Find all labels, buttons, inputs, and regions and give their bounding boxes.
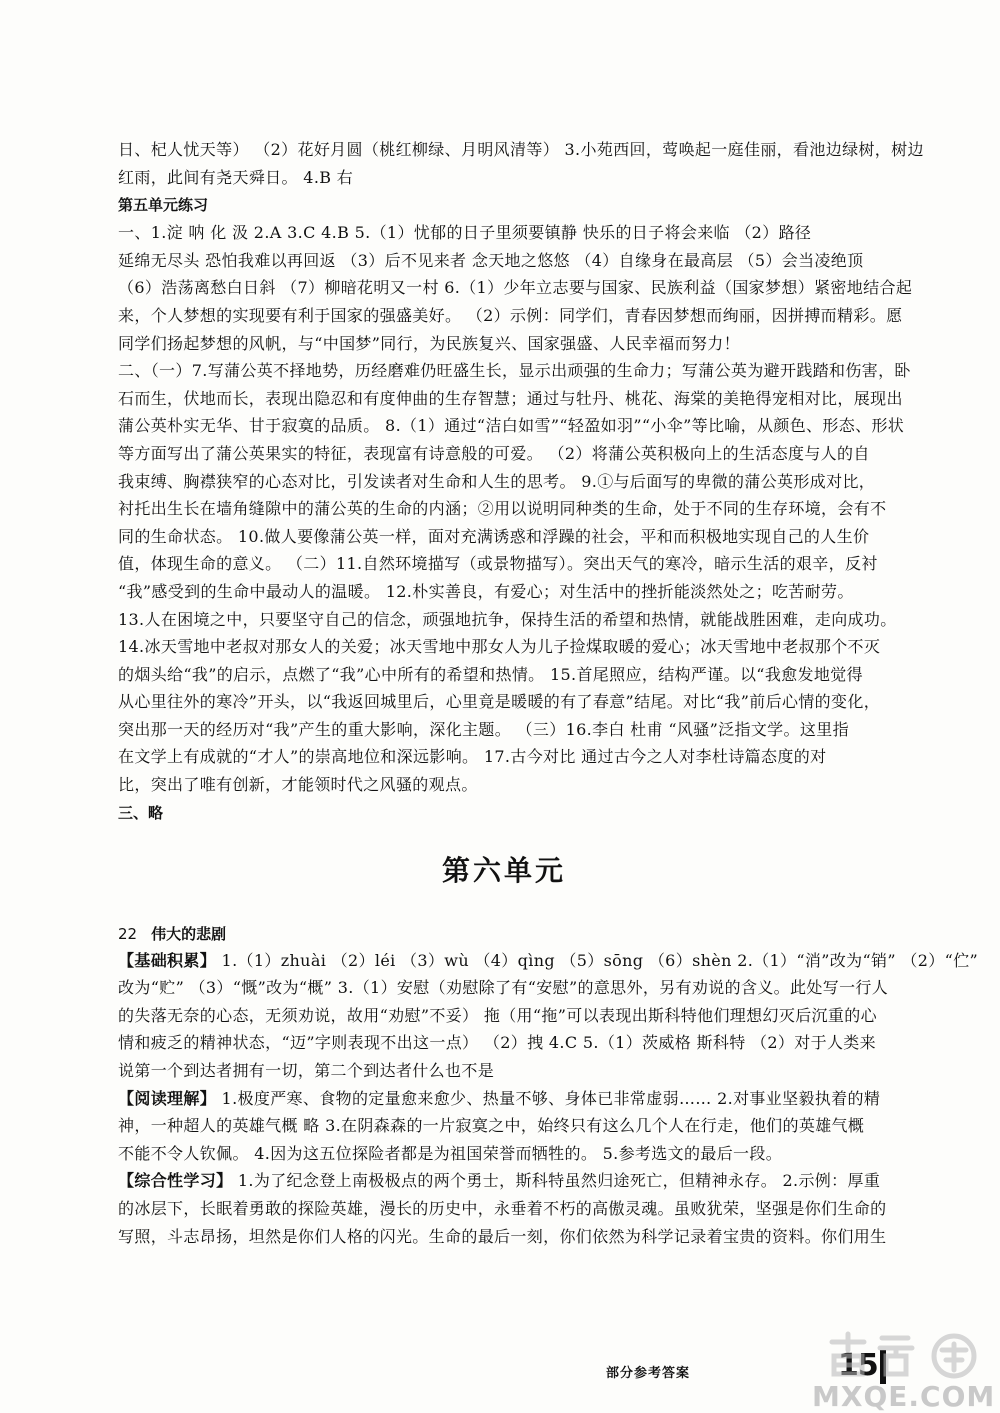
section-basics — [118, 947, 978, 1085]
text-line: 的烟头给“我”的启示，点燃了“我”心中所有的希望和热情。 15.首尾照应，结构严谨。以“我愈发地觉得 — [118, 664, 863, 684]
text-line — [118, 1167, 890, 1195]
text-line: 延绵无尽头 恐怕我难以再回返 （3）后不见来者 念天地之悠悠 （4）自缘身在最高层 （5）会当凌绝顶 — [118, 250, 864, 270]
section-text: 1.（1）zhuài （2）léi （3）wù （4）qìng （5）sōng （6）shèn 2.（1）“消”改为“销” （2）“伫” — [216, 950, 978, 970]
text-line: 红雨，此间有尧天舜日。 4.B 右 — [118, 167, 354, 187]
text-line: 石而生，伏地而长，表现出隐忍和有度伸曲的生存智慧；通过与牡丹、桃花、海棠的美艳得宠相对比，展现出 — [118, 388, 903, 408]
intro-block — [118, 136, 924, 191]
text-line: 比，突出了唯有创新，才能领时代之风骚的观点。 — [118, 775, 478, 795]
section-reading — [118, 1085, 890, 1168]
text-line: 同的生命状态。 10.做人要像蒲公英一样，面对充满诱惑和浮躁的社会，平和而积极地实现自己的人生价 — [118, 526, 870, 546]
section-comprehensive — [118, 1167, 890, 1250]
text-line: 13.人在困境之中，只要坚守自己的信念，顽强地抗争，保持生活的希望和热情，就能战胜困难，走向成功。 — [118, 609, 897, 629]
text-line: 说第一个到达者拥有一切，第二个到达者什么也不是 — [118, 1061, 495, 1081]
text-line: 蒲公英朴实无华、甘于寂寞的品质。 8.（1）通过“洁白如雪”“轻盈如羽”“小伞”等比喻，从颜色、形态、形状 — [118, 416, 905, 436]
watermark-logo-icon — [824, 1330, 992, 1380]
section-text: 1.为了纪念登上南极极点的两个勇士，斯科特虽然归途死亡，但精神永存。 2.示例：厚重 — [232, 1171, 881, 1191]
section-tag: 【综合性学习】 — [118, 1171, 233, 1191]
text-line: 写照，斗志昂扬，坦然是你们人格的闪光。生命的最后一刻，你们依然为科学记录着宝贵的资料。你们用生 — [118, 1226, 887, 1246]
text-line: 改为“贮” （3）“慨”改为“概” 3.（1）安慰（劝慰除了有“安慰”的意思外，另有劝说的含义。此处写一行人 — [118, 978, 889, 998]
text-line: 神，一种超人的英雄气概 略 3.在阴森森的一片寂寞之中，始终只有这么几个人在行走，他们的英雄气概 — [118, 1116, 865, 1136]
section-tag: 【阅读理解】 — [118, 1088, 217, 1108]
lesson-number: 22 — [118, 924, 138, 943]
text-line: 我束缚、胸襟狭窄的心态对比，引发读者对生命和人生的思考。 9.①与后面写的卑微的蒲公英形成对比， — [118, 471, 876, 491]
section-tag: 【基础积累】 — [118, 950, 217, 970]
unit5-part2 — [118, 357, 911, 799]
text-line: 不能不令人钦佩。 4.因为这五位探险者都是为祖国荣誉而牺牲的。 5.参考选文的最后一段。 — [118, 1143, 783, 1163]
text-line — [118, 1085, 890, 1113]
text-line: 情和疲乏的精神状态，“迈”字则表现不出这一点） （2）拽 4.C 5.（1）茨威格 斯科特 （2）对于人类来 — [118, 1033, 877, 1053]
text-line: 的冰层下，长眠着勇敢的探险英雄，漫长的历史中，永垂着不朽的高傲灵魂。虽败犹荣，坚强是你们生命的 — [118, 1199, 887, 1218]
section-text: 1.极度严寒、食物的定量愈来愈少、热量不够、身体已非常虚弱…… 2.对事业坚毅执着的精 — [216, 1088, 881, 1108]
unit6-title: 第六单元 — [441, 853, 566, 887]
text-line: 衬托出生长在墙角缝隙中的蒲公英的生命的内涵；②用以说明同种类的生命，处于不同的生存环境，会有不 — [118, 499, 887, 519]
text-line: 从心里往外的寒冷”开头，以“我返回城里后，心里竟是暖暖的有了春意”结尾。对比“我”前后心情的变化， — [118, 692, 881, 712]
text-line: 突出那一天的经历对“我”产生的重大影响，深化主题。 （三）16.李白 杜甫 “风骚”泛指文学。这里指 — [118, 719, 849, 739]
page-number: 15 — [838, 1348, 878, 1383]
text-line: 二、（一）7.写蒲公英不择地势，历经磨难仍旺盛生长，显示出顽强的生命力；写蒲公英为避开践踏和伤害，卧 — [118, 361, 911, 381]
lesson-title — [118, 921, 890, 947]
text-line: （6）浩荡离愁白日斜 （7）柳暗花明又一村 6.（1）少年立志要与国家、民族利益（国家梦想）紧密地结合起 — [118, 278, 913, 298]
text-line: 在文学上有成就的“才人”的崇高地位和深远影响。 17.古今对比 通过古今之人对李杜诗篇态度的对 — [118, 747, 827, 767]
text-line: 值，体现生命的意义。 （二）11.自然环境描写（或景物描写）。突出天气的寒冷，暗示生活的艰辛，反衬 — [118, 554, 878, 574]
text-line: “我”感受到的生命中最动人的温暖。 12.朴实善良，有爱心；对生活中的挫折能淡然处之；吃苦耐劳。 — [118, 581, 854, 601]
text-line: 等方面写出了蒲公英果实的特征，表现富有诗意般的可爱。 （2）将蒲公英积极向上的生活态度与人的自 — [118, 443, 870, 463]
watermark-text: MXQE.COM — [812, 1380, 996, 1413]
text-line: 来，个人梦想的实现要有利于国家的强盛美好。 （2）示例：同学们，青春因梦想而绚丽，因拼搏而精彩。愿 — [118, 305, 903, 325]
text-line: 一、1.淀 呐 化 汲 2.A 3.C 4.B 5.（1）忧郁的日子里须要镇静 快乐的日子将会来临 （2）路径 — [118, 223, 812, 243]
text-line: 的失落无奈的心态，无须劝说，故用“劝慰”不妥） 拖（用“拖”可以表现出斯科特他们理想幻灭后沉重的心 — [118, 1005, 877, 1025]
lesson-name: 伟大的悲剧 — [151, 924, 227, 943]
unit5-heading: 第五单元练习 — [118, 196, 209, 215]
text-line: 14.冰天雪地中老叔对那女人的关爱；冰天雪地中那女人为儿子捡煤取暖的爱心；冰天雪地中老叔那个不灭 — [118, 637, 881, 657]
answer-page — [118, 136, 978, 1250]
footer-label: 部分参考答案 — [606, 1366, 691, 1381]
text-line: 同学们扬起梦想的风帆，与“中国梦”同行，为民族复兴、国家强盛、人民幸福而努力！ — [118, 333, 741, 353]
unit5-part1 — [118, 219, 913, 357]
unit5-part3: 三、略 — [118, 803, 164, 822]
text-line: 日、杞人忧天等） （2）花好月圆（桃红柳绿、月明风清等） 3.小苑西回，莺唤起一庭佳丽，看池边绿树，树边 — [118, 140, 924, 159]
text-line — [118, 947, 978, 975]
